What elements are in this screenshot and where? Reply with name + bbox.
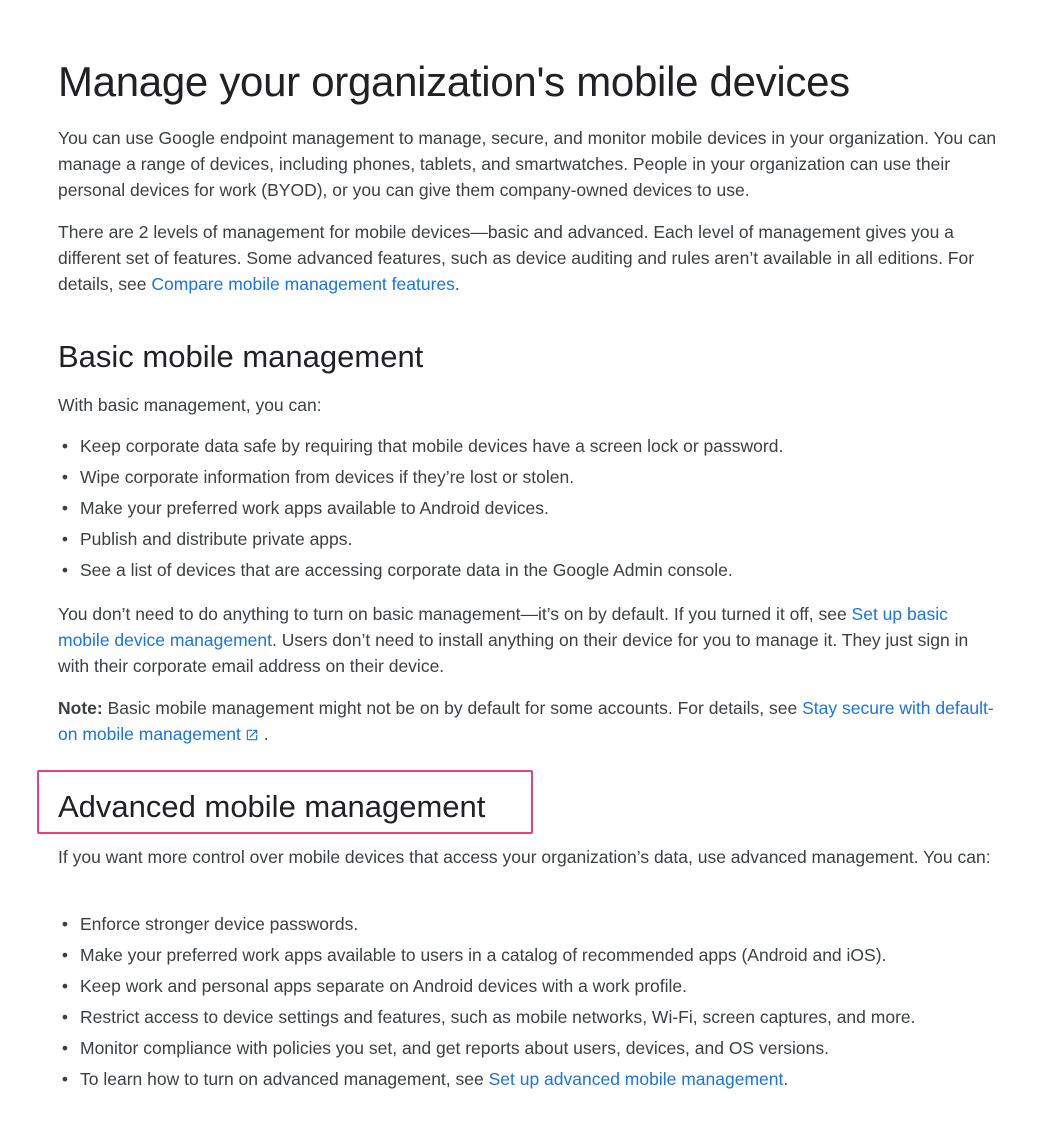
compare-features-link[interactable]: Compare mobile management features <box>151 274 455 294</box>
bullet-icon: • <box>61 914 69 934</box>
list-item-text: Wipe corporate information from devices if they’re lost or stolen. <box>80 467 575 487</box>
list-item <box>58 1067 1018 1091</box>
list-item <box>58 496 1018 520</box>
intro-paragraph: You can use Google endpoint management to manage, secure, and monitor mobile devices in your organization. You can manage a range of devices, including phones, tablets, and smartwatches. People in your organization can use their personal devices for work (BYOD), or you can give them company-owned devices to use. <box>58 128 997 200</box>
list-item-text: Enforce stronger device passwords. <box>80 914 359 934</box>
bullet-icon: • <box>61 1069 69 1089</box>
list-item-text: Keep work and personal apps separate on Android devices with a work profile. <box>80 976 688 996</box>
note-end: . <box>258 724 269 744</box>
list-item-text: Keep corporate data safe by requiring that mobile devices have a screen lock or password. <box>80 436 784 456</box>
list-item <box>58 558 1018 582</box>
basic-default-end: . Users don’t need to install anything on their device for you to manage it. They just sign in with their corporate email address on their device. <box>58 630 969 676</box>
stay-secure-link-label: Stay secure with default-on mobile management <box>58 698 994 744</box>
list-item <box>58 1036 1018 1060</box>
list-item-text: Monitor compliance with policies you set, and get reports about users, devices, and OS versions. <box>80 1038 829 1058</box>
bullet-icon: • <box>61 1038 69 1058</box>
levels-text: There are 2 levels of management for mobile devices—basic and advanced. Each level of management gives you a different set of features. Some advanced features, such as device auditing and rules aren’t available in all editions. For details, see <box>58 222 975 294</box>
list-item <box>58 434 1018 458</box>
list-item-text: Restrict access to device settings and features, such as mobile networks, Wi-Fi, screen captures, and more. <box>80 1007 916 1027</box>
basic-heading: Basic mobile management <box>58 339 424 374</box>
basic-lead: With basic management, you can: <box>58 395 322 415</box>
bullet-icon: • <box>61 529 69 549</box>
bullet-icon: • <box>61 945 69 965</box>
advanced-heading: Advanced mobile management <box>58 789 486 824</box>
list-item-end: . <box>783 1069 789 1089</box>
setup-basic-link[interactable]: Set up basic mobile device management <box>58 604 948 650</box>
list-item <box>58 1005 1018 1029</box>
page-title: Manage your organization's mobile devices <box>58 58 850 105</box>
advanced-lead: If you want more control over mobile devices that access your organization’s data, use advanced management. You can: <box>58 847 991 867</box>
levels-paragraph <box>58 219 998 297</box>
list-item <box>58 465 1018 489</box>
bullet-icon: • <box>61 467 69 487</box>
levels-end: . <box>454 274 460 294</box>
advanced-list <box>58 912 1018 1098</box>
basic-default-paragraph <box>58 601 998 679</box>
note-paragraph <box>58 695 998 747</box>
list-item <box>58 912 1018 936</box>
bullet-icon: • <box>61 976 69 996</box>
list-item <box>58 943 1018 967</box>
bullet-icon: • <box>61 498 69 518</box>
list-item-text: To learn how to turn on advanced management, see <box>80 1069 489 1089</box>
list-item <box>58 974 1018 998</box>
list-item-text: Make your preferred work apps available to users in a catalog of recommended apps (Android and iOS). <box>80 945 887 965</box>
list-item <box>58 527 1018 551</box>
list-item-text: Publish and distribute private apps. <box>80 529 353 549</box>
open-in-new-icon <box>245 728 259 742</box>
bullet-icon: • <box>61 1007 69 1027</box>
note-label: Note: <box>58 698 103 718</box>
note-text: Basic mobile management might not be on by default for some accounts. For details, see <box>102 698 803 718</box>
basic-default-text: You don’t need to do anything to turn on basic management—it’s on by default. If you turned it off, see <box>58 604 852 624</box>
bullet-icon: • <box>61 436 69 456</box>
list-item-text: Make your preferred work apps available to Android devices. <box>80 498 549 518</box>
bullet-icon: • <box>61 560 69 580</box>
setup-advanced-link[interactable]: Set up advanced mobile management <box>488 1069 784 1089</box>
basic-list <box>58 434 1018 589</box>
list-item-text: See a list of devices that are accessing corporate data in the Google Admin console. <box>80 560 733 580</box>
